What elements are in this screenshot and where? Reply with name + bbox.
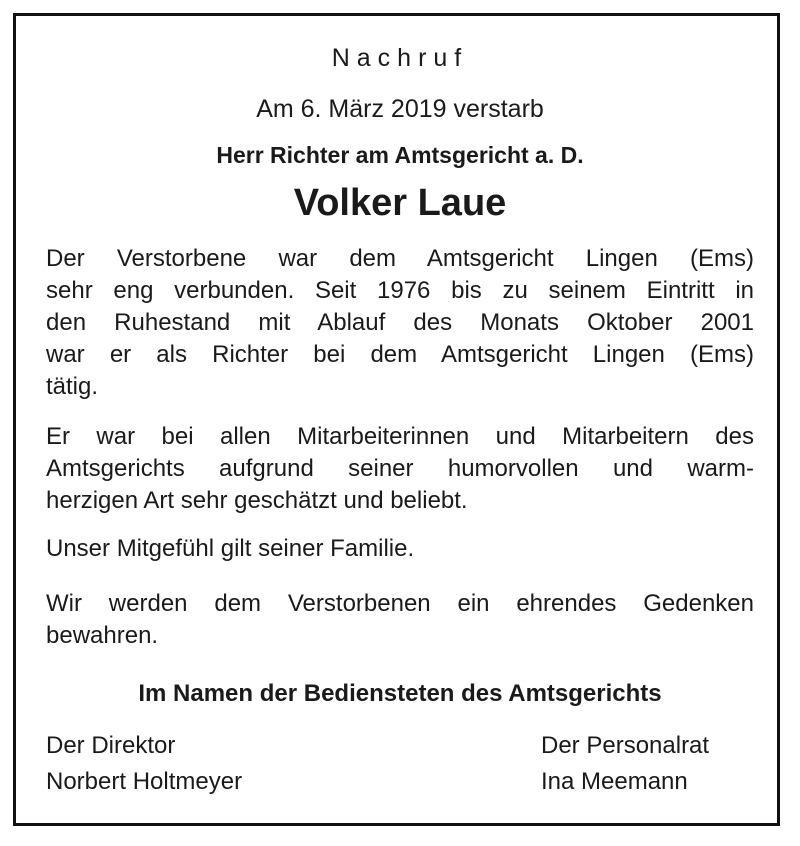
text-line: Unser Mitgefühl gilt seiner Familie.: [46, 535, 415, 562]
paragraph-career: [46, 243, 754, 403]
text-line: Wir werden dem Verstorbenen ein ehrendes Gedenken: [46, 590, 754, 617]
text-line: Er war bei allen Mitarbeiterinnen und Mitarbeitern des: [46, 423, 754, 450]
paragraph-remembrance: [46, 588, 754, 652]
signatory-role: Der Direktor: [46, 732, 176, 759]
paragraph-condolence: [46, 533, 754, 565]
text-line: herzigen Art sehr geschätzt und beliebt.: [46, 487, 468, 514]
text-line: Der Verstorbene war dem Amtsgericht Lingen (Ems): [46, 245, 754, 272]
signatory-name: Ina Meemann: [541, 768, 688, 795]
text-line: bewahren.: [46, 622, 159, 649]
signature-staff-council: [541, 728, 709, 800]
honorific-title: Herr Richter am Amtsgericht a. D.: [216, 142, 584, 168]
death-date-line: Am 6. März 2019 verstarb: [256, 95, 544, 123]
deceased-name: Volker Laue: [293, 182, 507, 224]
text-line: war er als Richter bei dem Amtsgericht Lingen (Ems): [46, 341, 754, 368]
paragraph-appreciation: [46, 421, 754, 517]
text-line: sehr eng verbunden. Seit 1976 bis zu seinem Eintritt in: [46, 277, 754, 304]
notice-title: Nachruf: [331, 44, 469, 72]
signatory-name: Norbert Holtmeyer: [46, 768, 243, 795]
closing-line: Im Namen der Bediensteten des Amtsgerichts: [138, 680, 662, 707]
text-line: den Ruhestand mit Ablauf des Monats Oktober 2001: [46, 309, 754, 336]
signatory-role: Der Personalrat: [541, 732, 710, 759]
signature-director: [46, 728, 242, 800]
text-line: Amtsgerichts aufgrund seiner humorvollen und warm-: [46, 455, 754, 482]
text-line: tätig.: [46, 373, 99, 400]
